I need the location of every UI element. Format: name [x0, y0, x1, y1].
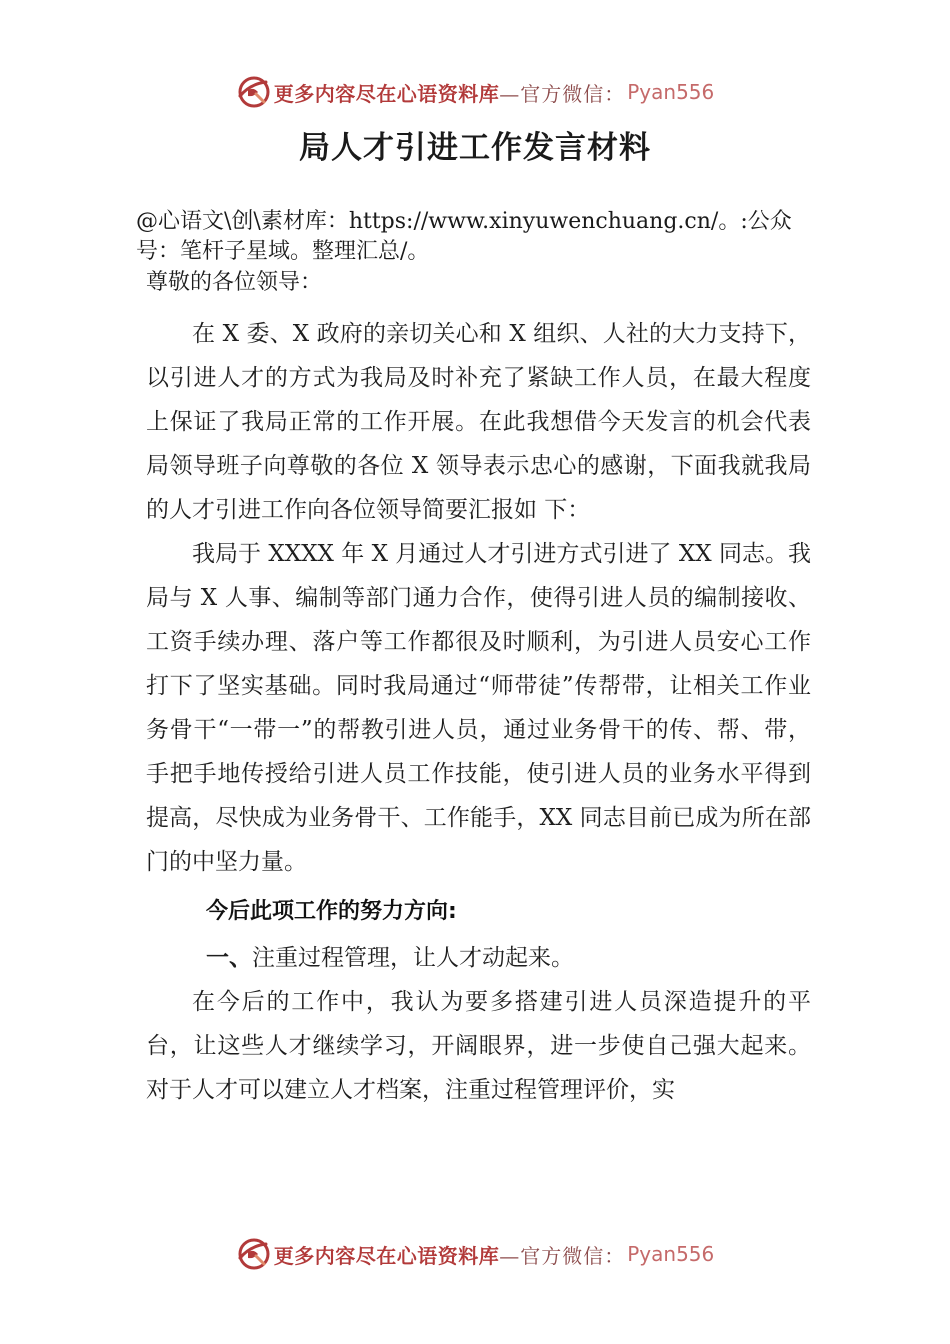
document-body	[146, 312, 811, 1112]
banner-official-label: —官方微信：	[499, 1243, 626, 1268]
paragraph-2: 我局于 XXXX 年 X 月通过人才引进方式引进了 XX 同志。我局与 X 人事、编制等部门通力合作，使得引进人员的编制接收、工资手续办理、落户等工作都很及时顺利，为引进人员安心工作打下了坚实基础。同时我局通过“师带徒”传帮带，让相关工作业务骨干“一带一”的帮教引进人员，通过业务骨干的传、帮、带，手把手地传授给引进人员工作技能，使引进人员的业务水平得到提高，尽快成为业务骨干、工作能手，XX 同志目前已成为所在部门的中坚力量。	[146, 541, 811, 875]
source-note: @心语文\创\素材库：https://www.xinyuwenchuang.cn/。:公众号：笔杆子星域。整理汇总/。	[136, 209, 792, 264]
subheading-text: 注重过程管理，让人才动起来。	[252, 945, 574, 971]
paragraph-3: 在今后的工作中，我认为要多搭建引进人员深造提升的平台，让这些人才继续学习，开阔眼界，进一步使自己强大起来。对于人才可以建立人才档案，注重过程管理评价，实	[146, 989, 811, 1103]
banner-text: 更多内容尽在心语资料库	[273, 81, 500, 106]
brand-logo-icon	[236, 74, 272, 110]
subheading	[146, 936, 811, 980]
banner-text: 更多内容尽在心语资料库	[273, 1243, 500, 1268]
brand-logo-icon	[236, 1236, 272, 1272]
paragraph-1: 在 X 委、X 政府的亲切关心和 X 组织、人社的大力支持下，以引进人才的方式为我局及时补充了紧缺工作人员，在最大程度上保证了我局正常的工作开展。在此我想借今天发言的机会代表局领导班子向尊敬的各位 X 领导表示忠心的感谢，下面我就我局的人才引进工作向各位领导简要汇报如 下：	[146, 321, 811, 523]
footer-banner	[0, 1232, 950, 1276]
section-heading: 今后此项工作的努力方向:	[206, 899, 457, 924]
header-banner	[0, 70, 950, 114]
document-title: 局人才引进工作发言材料	[299, 130, 651, 166]
subheading-number: 一、	[206, 945, 252, 971]
greeting: 尊敬的各位领导：	[146, 270, 323, 295]
banner-official-label: —官方微信：	[499, 81, 626, 106]
banner-wechat-id: Pyan556	[627, 80, 715, 104]
banner-wechat-id: Pyan556	[627, 1242, 715, 1266]
